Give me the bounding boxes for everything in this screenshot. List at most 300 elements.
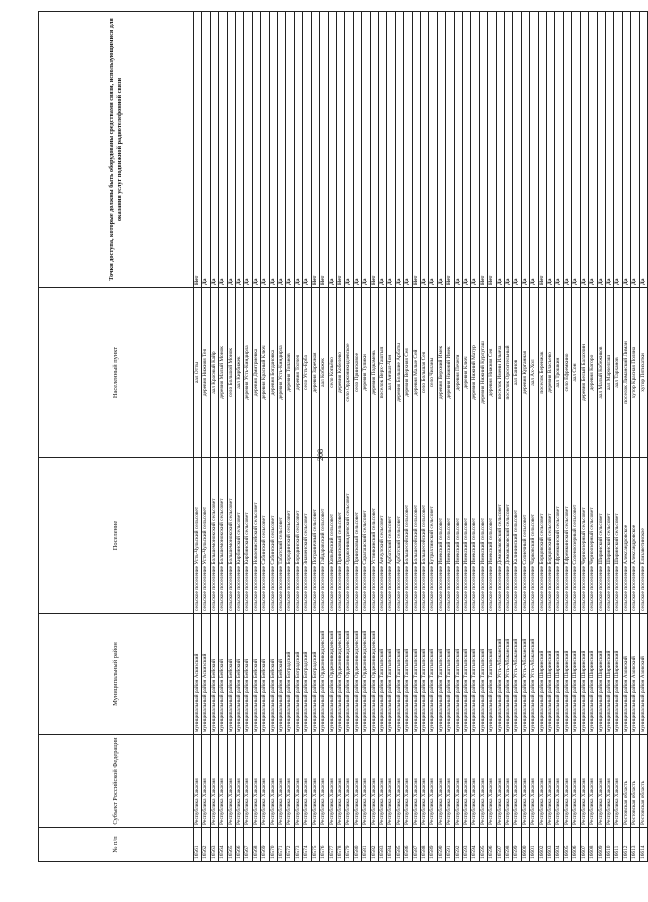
table-cell: село Копьёво — [328, 288, 336, 458]
table-cell: аал Анчыл-Чон — [387, 288, 395, 458]
table-row — [210, 12, 218, 862]
table-row — [605, 12, 613, 862]
table-cell: аал Кобяжек — [320, 288, 328, 458]
table-cell: сельское поселение Черноозерный сельсовет — [580, 458, 588, 614]
table-cell: сельское поселение Табатский сельсовет — [278, 458, 286, 614]
table-cell: сельское поселение Сабинский сельсовет — [269, 458, 277, 614]
table-cell: муниципальный район Орджоникидзевский — [336, 614, 344, 735]
table-cell: деревня Нижний Матур — [471, 288, 479, 458]
table-cell: сельское поселение Ширинский сельсовет — [605, 458, 613, 614]
table-cell: 16609 — [597, 828, 605, 862]
table-cell: Да — [328, 12, 336, 288]
table-cell: Республика Хакасия — [378, 735, 386, 828]
table-row — [471, 12, 479, 862]
table-cell: Нет — [488, 12, 496, 288]
table-cell: поселок Беренжак — [538, 288, 546, 458]
table-cell: Республика Хакасия — [437, 735, 445, 828]
table-cell: 16605 — [563, 828, 571, 862]
table-cell: Республика Хакасия — [328, 735, 336, 828]
table-cell: Республика Хакасия — [505, 735, 513, 828]
table-cell: Республика Хакасия — [303, 735, 311, 828]
table-cell: аал Тарханов — [614, 288, 622, 458]
table-cell: деревня Усть-Киндирла — [244, 288, 252, 458]
column-header: Точки доступа, которые должны быть оборудованы средствами связи, использующимися для оказания услуг подвижной радиотелефонной связи — [39, 12, 194, 288]
table-cell: Республика Хакасия — [353, 735, 361, 828]
table-cell: поселок Лиманский Лиман — [622, 288, 630, 458]
table-cell: Да — [463, 12, 471, 288]
table-cell: муниципальный район Орджоникидзевский — [320, 614, 328, 735]
table-cell: аал Марчелгаш — [605, 288, 613, 458]
table-cell: муниципальный район Ширинский — [580, 614, 588, 735]
table-cell: сельское поселение Гайдаровский сельсовет — [320, 458, 328, 614]
table-cell: 16580 — [353, 828, 361, 862]
table-row — [194, 12, 202, 862]
table-cell: Да — [252, 12, 260, 288]
table-cell: 16613 — [631, 828, 639, 862]
table-cell: Да — [437, 12, 445, 288]
table-cell: муниципальный район Таштыпский — [404, 614, 412, 735]
table-cell: поселок Верх-Таштып — [378, 288, 386, 458]
table-cell: Республика Хакасия — [345, 735, 353, 828]
table-row — [303, 12, 311, 862]
table-cell: сельское поселение Имекский сельсовет — [471, 458, 479, 614]
table-row — [429, 12, 437, 862]
table-cell: деревня Печеги — [454, 288, 462, 458]
table-cell: Республика Хакасия — [210, 735, 218, 828]
table-cell: 16583 — [378, 828, 386, 862]
table-cell: Да — [505, 12, 513, 288]
table-cell: 16588 — [420, 828, 428, 862]
table-cell: Да — [202, 12, 210, 288]
table-cell: Республика Хакасия — [412, 735, 420, 828]
table-cell: муниципальный район Ширинский — [614, 614, 622, 735]
table-cell: Республика Хакасия — [605, 735, 613, 828]
table-cell: деревня Богдановка — [269, 288, 277, 458]
table-cell: село Чиланы — [429, 288, 437, 458]
table-cell: муниципальный район Азовский — [622, 614, 630, 735]
table-cell: Республика Хакасия — [580, 735, 588, 828]
table-cell: 16563 — [210, 828, 218, 862]
table-cell: деревня Топанов — [286, 288, 294, 458]
table-cell: сельское поселение Усть-Чульский сельсовет — [194, 458, 202, 614]
table-cell: Да — [395, 12, 403, 288]
table-cell: сельское поселение Сарагашский сельсовет — [362, 458, 370, 614]
table-cell: Да — [269, 12, 277, 288]
data-table — [38, 11, 648, 862]
table-cell: 16581 — [362, 828, 370, 862]
table-cell: Да — [580, 12, 588, 288]
table-cell: муниципальный район Бейский — [261, 614, 269, 735]
table-row — [236, 12, 244, 862]
table-cell: Да — [631, 12, 639, 288]
table-cell: Республика Хакасия — [395, 735, 403, 828]
table-cell: сельское поселение Чарковский сельсовет — [530, 458, 538, 614]
table-cell: деревня Кобелево — [336, 288, 344, 458]
table-cell: муниципальный район Таштыпский — [446, 614, 454, 735]
page-number: 208 — [316, 449, 325, 461]
table-cell: 16567 — [244, 828, 252, 862]
table-row — [286, 12, 294, 862]
table-cell: 16574 — [303, 828, 311, 862]
table-cell: 16595 — [479, 828, 487, 862]
table-row — [345, 12, 353, 862]
table-cell: Республика Хакасия — [252, 735, 260, 828]
table-cell: 16594 — [471, 828, 479, 862]
table-cell: муниципальный район Орджоникидзевский — [328, 614, 336, 735]
table-row — [513, 12, 521, 862]
table-cell: муниципальный район Орджоникидзевский — [353, 614, 361, 735]
table-cell: Нет — [479, 12, 487, 288]
table-cell: 16564 — [219, 828, 227, 862]
table-row — [505, 12, 513, 862]
table-cell: деревня Толчея — [294, 288, 302, 458]
table-cell: Да — [278, 12, 286, 288]
table-cell: 16611 — [614, 828, 622, 862]
table-cell: Да — [303, 12, 311, 288]
table-cell: Республика Хакасия — [227, 735, 235, 828]
table-cell: Да — [555, 12, 563, 288]
table-cell: 16602 — [538, 828, 546, 862]
table-cell: Да — [244, 12, 252, 288]
table-cell: Республика Хакасия — [261, 735, 269, 828]
table-row — [336, 12, 344, 862]
table-cell: Республика Хакасия — [362, 735, 370, 828]
table-cell: аал Сон — [572, 288, 580, 458]
table-cell: сельское поселение Борцовский сельсовет — [547, 458, 555, 614]
table-cell: муниципальный район Таштыпский — [488, 614, 496, 735]
table-row — [395, 12, 403, 862]
table-cell: сельское поселение Солнечный сельсовет — [521, 458, 529, 614]
table-cell: Республика Хакасия — [555, 735, 563, 828]
table-cell: Республика Хакасия — [538, 735, 546, 828]
table-row — [362, 12, 370, 862]
table-cell: сельское поселение Имекский сельсовет — [479, 458, 487, 614]
table-cell: муниципальный район Бейский — [278, 614, 286, 735]
table-cell: Республика Хакасия — [547, 735, 555, 828]
table-cell: сельское поселение Имекский сельсовет — [454, 458, 462, 614]
table-cell: Ростовская область — [631, 735, 639, 828]
table-cell: 16568 — [252, 828, 260, 862]
table-cell: муниципальный район Таштыпский — [395, 614, 403, 735]
table-cell: деревня Дмитриевка — [252, 288, 260, 458]
table-cell: Республика Хакасия — [446, 735, 454, 828]
table-cell: муниципальный район Ширинский — [547, 614, 555, 735]
table-cell: 16575 — [311, 828, 319, 862]
table-cell: 16612 — [622, 828, 630, 862]
column-header: Поселение — [39, 458, 194, 614]
table-cell: муниципальный район Таштыпский — [420, 614, 428, 735]
table-cell: Республика Хакасия — [614, 735, 622, 828]
table-cell: Да — [547, 12, 555, 288]
table-cell: 16585 — [395, 828, 403, 862]
table-cell: муниципальный район Таштыпский — [429, 614, 437, 735]
table-header-row — [39, 12, 194, 862]
table-row — [631, 12, 639, 862]
table-cell: хутор Красная Поляна — [631, 288, 639, 458]
table-cell: деревня Когоро — [589, 288, 597, 458]
table-cell: Да — [387, 12, 395, 288]
table-cell: сельское поселение Елизаветинское — [639, 458, 647, 614]
table-cell: сельское поселение Усть-Чульский сельсовет — [202, 458, 210, 614]
table-cell: муниципальный район Таштыпский — [454, 614, 462, 735]
table-cell: 16586 — [404, 828, 412, 862]
table-cell: 16591 — [446, 828, 454, 862]
table-cell: 16582 — [370, 828, 378, 862]
table-cell: Нет — [446, 12, 454, 288]
column-header: Населенный пункт — [39, 288, 194, 458]
table-row — [479, 12, 487, 862]
table-cell: Нет — [412, 12, 420, 288]
table-cell: муниципальный район Таштыпский — [479, 614, 487, 735]
table-row — [572, 12, 580, 862]
table-row — [538, 12, 546, 862]
table-cell: сельское поселение Бутрахтинский сельсовет — [429, 458, 437, 614]
table-cell: 16598 — [505, 828, 513, 862]
table-cell: Да — [605, 12, 613, 288]
table-row — [378, 12, 386, 862]
table-row — [294, 12, 302, 862]
table-cell: Да — [622, 12, 630, 288]
table-cell: сельское поселение Большемонокский сельсовет — [227, 458, 235, 614]
table-cell: муниципальный район Бейский — [210, 614, 218, 735]
table-cell: Да — [261, 12, 269, 288]
table-row — [530, 12, 538, 862]
table-cell: сельское поселение Арбатский сельсовет — [387, 458, 395, 614]
table-row — [614, 12, 622, 862]
table-cell: 16599 — [513, 828, 521, 862]
table-row — [547, 12, 555, 862]
table-cell: сельское поселение Новоенисейский сельсовет — [252, 458, 260, 614]
table-cell: 16610 — [605, 828, 613, 862]
table-row — [555, 12, 563, 862]
table-cell: деревня Красный Ключ — [261, 288, 269, 458]
table-cell: муниципальный район Усть-Абаканский — [513, 614, 521, 735]
table-row — [219, 12, 227, 862]
table-cell: Республика Хакасия — [294, 735, 302, 828]
table-cell: деревня Тупики — [362, 288, 370, 458]
table-cell: 16571 — [278, 828, 286, 862]
table-cell: Да — [353, 12, 361, 288]
table-row — [597, 12, 605, 862]
table-row — [370, 12, 378, 862]
table-cell: Да — [286, 12, 294, 288]
table-cell: Да — [345, 12, 353, 288]
table-cell: 16606 — [572, 828, 580, 862]
table-cell: Нет — [336, 12, 344, 288]
table-cell: 16593 — [463, 828, 471, 862]
table-cell: сельское поселение Знаменский сельсовет — [303, 458, 311, 614]
table-cell: сельское поселение Пограничный сельсовет — [311, 458, 319, 614]
table-cell: Да — [614, 12, 622, 288]
table-row — [639, 12, 647, 862]
table-cell: деревня Подкамень — [370, 288, 378, 458]
table-cell: 16566 — [236, 828, 244, 862]
table-cell: аал Кирбижек — [236, 288, 244, 458]
table-cell: муниципальный район Усть-Абаканский — [530, 614, 538, 735]
table-cell: Да — [471, 12, 479, 288]
table-cell: деревня Белый Балахчин — [580, 288, 588, 458]
table-cell: муниципальный район Боградский — [303, 614, 311, 735]
table-cell: 16584 — [387, 828, 395, 862]
table-cell: муниципальный район Бейский — [252, 614, 260, 735]
table-cell: муниципальный район Аскизский — [202, 614, 210, 735]
table-cell: Да — [404, 12, 412, 288]
table-cell: 16577 — [328, 828, 336, 862]
table-row — [227, 12, 235, 862]
table-cell: деревня Нижняя Тея — [202, 288, 210, 458]
table-row — [496, 12, 504, 862]
table-row — [412, 12, 420, 862]
table-cell: Да — [454, 12, 462, 288]
table-cell: поселок Имени Ильича — [496, 288, 504, 458]
table-cell: 16579 — [345, 828, 353, 862]
table-row — [252, 12, 260, 862]
table-cell: Республика Хакасия — [311, 735, 319, 828]
table-cell: сельское поселение Имекский сельсовет — [463, 458, 471, 614]
table-cell: Ростовская область — [639, 735, 647, 828]
table-cell: Республика Хакасия — [530, 735, 538, 828]
table-cell: сельское поселение Борцовский сельсовет — [538, 458, 546, 614]
table-cell: 16565 — [227, 828, 235, 862]
table-cell: аал Малый Кобежиков — [597, 288, 605, 458]
table-row — [437, 12, 445, 862]
table-cell: Да — [378, 12, 386, 288]
table-cell: муниципальный район Ширинский — [572, 614, 580, 735]
table-cell: муниципальный район Аскизский — [194, 614, 202, 735]
table-cell: сельское поселение Копьёвский сельсовет — [328, 458, 336, 614]
table-cell: муниципальный район Азовский — [631, 614, 639, 735]
table-cell: сельское поселение Ефремкинский сельсовет — [555, 458, 563, 614]
table-cell: Республика Хакасия — [236, 735, 244, 828]
table-cell: Да — [639, 12, 647, 288]
table-cell: 16596 — [488, 828, 496, 862]
table-row — [278, 12, 286, 862]
table-cell: муниципальный район Азовский — [639, 614, 647, 735]
table-row — [320, 12, 328, 862]
table-cell: деревня Власьево — [547, 288, 555, 458]
table-cell: муниципальный район Бейский — [269, 614, 277, 735]
table-cell: муниципальный район Орджоникидзевский — [345, 614, 353, 735]
table-cell: Республика Хакасия — [202, 735, 210, 828]
table-cell: деревня Верхняя Сея — [404, 288, 412, 458]
table-row — [353, 12, 361, 862]
table-cell: 16578 — [336, 828, 344, 862]
table-cell: 16561 — [194, 828, 202, 862]
table-cell: сельское поселение Анчулский сельсовет — [378, 458, 386, 614]
table-cell: деревня Малые Сей — [412, 288, 420, 458]
table-cell: Да — [362, 12, 370, 288]
table-cell: 16573 — [294, 828, 302, 862]
table-cell: муниципальный район Таштыпский — [463, 614, 471, 735]
table-cell: 16607 — [580, 828, 588, 862]
table-cell: Республика Хакасия — [387, 735, 395, 828]
table-cell: Нет — [320, 12, 328, 288]
table-cell: Республика Хакасия — [336, 735, 344, 828]
table-cell: Да — [597, 12, 605, 288]
table-cell: муниципальный район Бейский — [219, 614, 227, 735]
table-row — [244, 12, 252, 862]
table-row — [202, 12, 210, 862]
table-cell: Республика Хакасия — [429, 735, 437, 828]
table-cell: село Большая Сея — [420, 288, 428, 458]
table-cell: Республика Хакасия — [471, 735, 479, 828]
table-cell: Да — [513, 12, 521, 288]
table-cell: 16587 — [412, 828, 420, 862]
table-cell: село Большой Монок — [227, 288, 235, 458]
table-cell: Республика Хакасия — [496, 735, 504, 828]
table-cell: Республика Хакасия — [404, 735, 412, 828]
table-cell: сельское поселение Имекский сельсовет — [488, 458, 496, 614]
table-cell: сельское поселение Соленоозерный сельсовет — [572, 458, 580, 614]
table-cell: муниципальный район Таштыпский — [387, 614, 395, 735]
table-cell: сельское поселение Арбатский сельсовет — [395, 458, 403, 614]
table-cell: Республика Хакасия — [420, 735, 428, 828]
table-row — [521, 12, 529, 862]
table-row — [404, 12, 412, 862]
table-row — [311, 12, 319, 862]
table-cell: муниципальный район Боградский — [294, 614, 302, 735]
table-cell: сельское поселение Имекский сельсовет — [437, 458, 445, 614]
table-cell: аал Отты — [194, 288, 202, 458]
table-cell: Республика Хакасия — [194, 735, 202, 828]
table-cell: Республика Хакасия — [563, 735, 571, 828]
table-cell: деревня Нижний Курлугаш — [479, 288, 487, 458]
table-cell: муниципальный район Ширинский — [589, 614, 597, 735]
table-cell: Республика Хакасия — [370, 735, 378, 828]
table-cell: Республика Хакасия — [286, 735, 294, 828]
table-cell: сельское поселение Доможаковский сельсовет — [496, 458, 504, 614]
table-cell: сельское поселение Имекский сельсовет — [446, 458, 454, 614]
table-row — [420, 12, 428, 862]
table-cell: 16576 — [320, 828, 328, 862]
table-cell: 16569 — [261, 828, 269, 862]
table-cell: Республика Хакасия — [479, 735, 487, 828]
table-row — [463, 12, 471, 862]
table-row — [387, 12, 395, 862]
table-cell: муниципальный район Боградский — [311, 614, 319, 735]
table-cell: Да — [521, 12, 529, 288]
table-cell: село Ефремкино — [563, 288, 571, 458]
table-row — [580, 12, 588, 862]
table-cell: деревня Нижняя Сея — [488, 288, 496, 458]
table-cell: муниципальный район Усть-Абаканский — [496, 614, 504, 735]
table-row — [446, 12, 454, 862]
table-cell: Да — [236, 12, 244, 288]
table-cell: Республика Хакасия — [269, 735, 277, 828]
table-cell: аал Баинов — [513, 288, 521, 458]
table-cell: 16603 — [547, 828, 555, 862]
table-cell: Ростовская область — [622, 735, 630, 828]
table-cell: Нет — [194, 12, 202, 288]
table-cell: 16600 — [521, 828, 529, 862]
table-cell: деревня Большие Арбаты — [395, 288, 403, 458]
table-row — [328, 12, 336, 862]
table-cell: сельское поселение Ширинский сельсовет — [614, 458, 622, 614]
table-cell: 16589 — [429, 828, 437, 862]
table-cell: 16601 — [530, 828, 538, 862]
table-cell: Да — [530, 12, 538, 288]
table-cell: Да — [589, 12, 597, 288]
table-cell: Республика Хакасия — [513, 735, 521, 828]
table-cell: Республика Хакасия — [589, 735, 597, 828]
table-cell: муниципальный район Ширинский — [555, 614, 563, 735]
table-cell: Республика Хакасия — [597, 735, 605, 828]
table-cell: муниципальный район Ширинский — [563, 614, 571, 735]
table-cell: муниципальный район Таштыпский — [378, 614, 386, 735]
table-cell: Да — [294, 12, 302, 288]
table-cell: Да — [227, 12, 235, 288]
table-row — [488, 12, 496, 862]
